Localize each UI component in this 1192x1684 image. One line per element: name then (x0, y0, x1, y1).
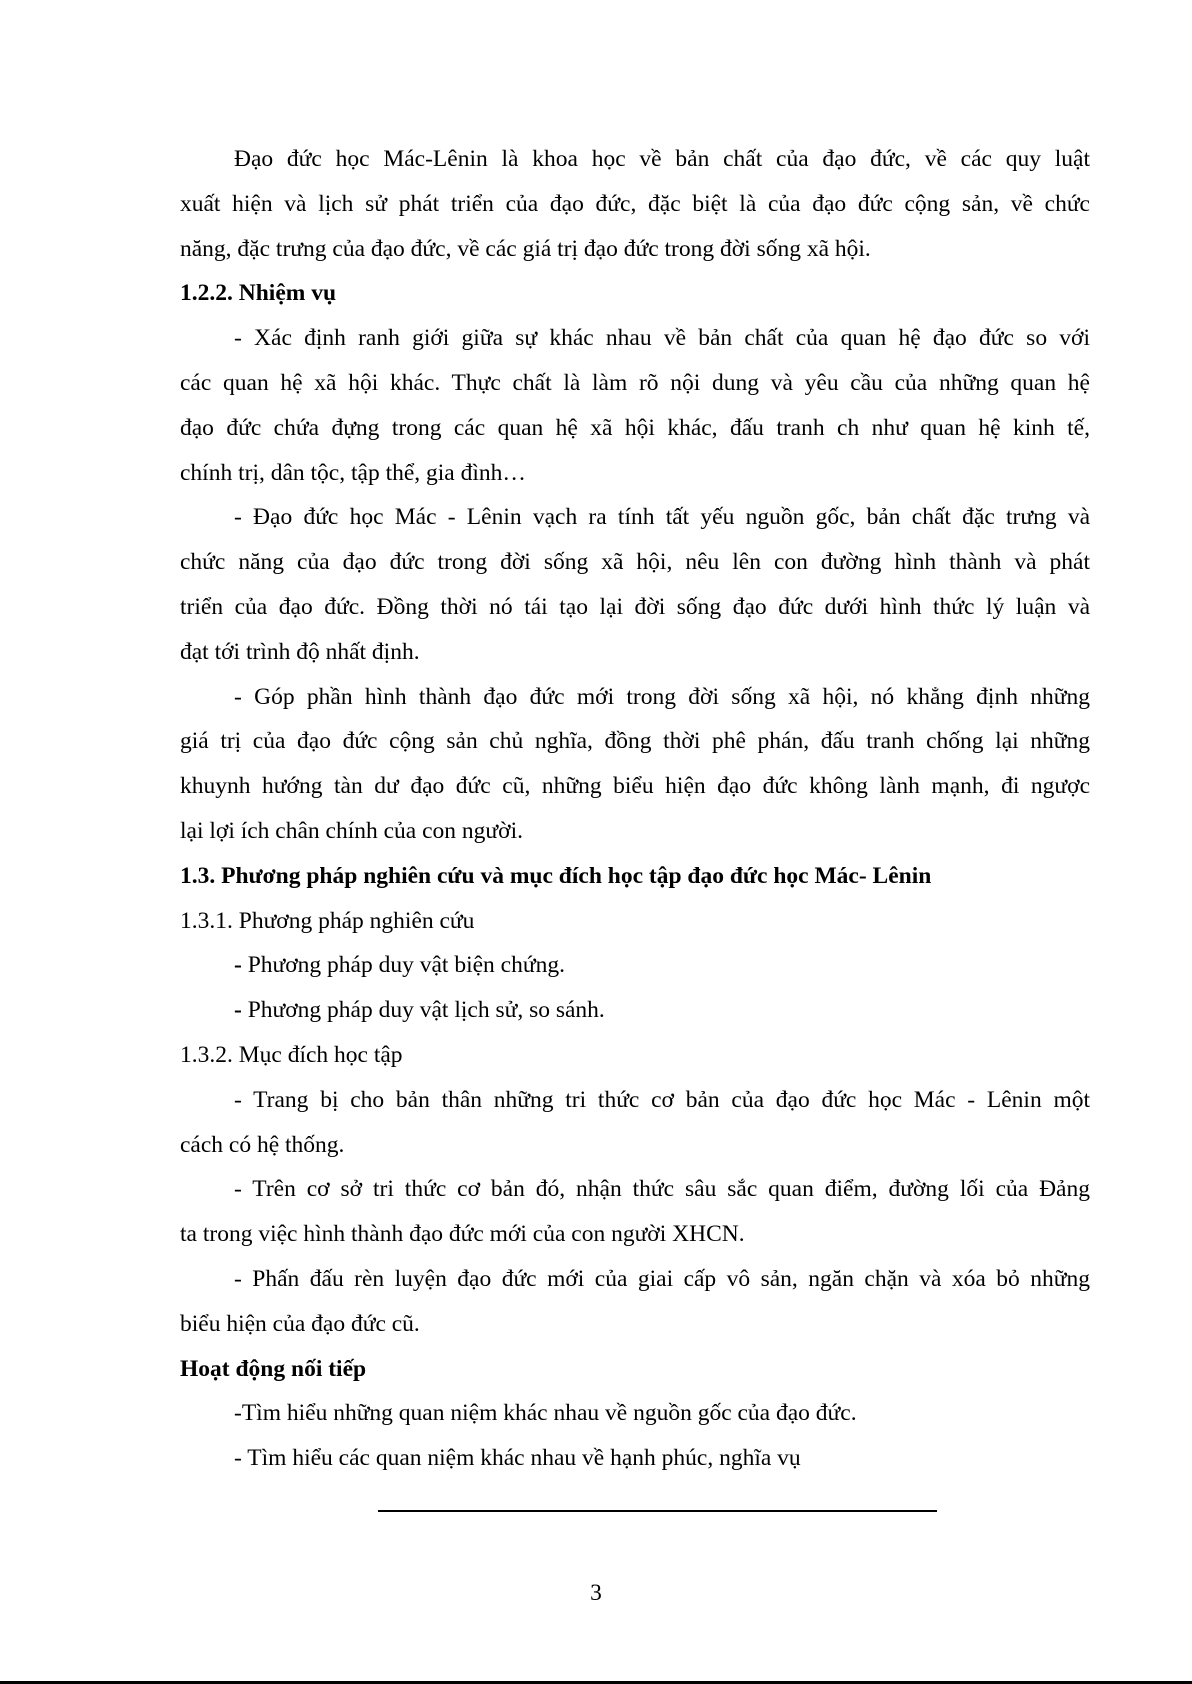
text-line: biểu hiện của đạo đức cũ. (180, 1310, 420, 1337)
text-line: đạo đức chứa đựng trong các quan hệ xã hội khác, đấu tranh ch như quan hệ kinh tế, (180, 414, 1090, 441)
text-line (180, 943, 1090, 988)
text-line: các quan hệ xã hội khác. Thực chất là làm rõ nội dung và yêu cầu của những quan hệ (180, 369, 1090, 396)
paragraph (180, 316, 1090, 495)
text-line: năng, đặc trưng của đạo đức, về các giá trị đạo đức trong đời sống xã hội. (180, 235, 871, 262)
text-line (180, 988, 1090, 1033)
paragraph (180, 1078, 1090, 1168)
paragraph (180, 137, 1090, 271)
text-line: - Đạo đức học Mác - Lênin vạch ra tính tất yếu nguồn gốc, bản chất đặc trưng và (234, 504, 1090, 531)
text-line: đạt tới trình độ nhất định. (180, 638, 420, 665)
text-line: 1.3.2. Mục đích học tập (180, 1041, 403, 1068)
text-line: lại lợi ích chân chính của con người. (180, 817, 523, 844)
bullet-text: Phương pháp duy vật biện chứng. (247, 952, 565, 979)
text-line: - Trang bị cho bản thân những tri thức cơ bản của đạo đức học Mác - Lênin một (234, 1086, 1090, 1113)
text-line: triển của đạo đức. Đồng thời nó tái tạo lại đời sống đạo đức dưới hình thức lý luận và (180, 593, 1090, 620)
text-line: Hoạt động nối tiếp (180, 1355, 367, 1382)
document-body (180, 137, 1090, 1481)
paragraph (180, 495, 1090, 674)
page-number: 3 (590, 1580, 602, 1606)
text-line: 1.2.2. Nhiệm vụ (180, 280, 337, 307)
bullet-dash: - (234, 952, 242, 979)
text-line: - Tìm hiểu các quan niệm khác nhau về hạnh phúc, nghĩa vụ (234, 1445, 801, 1472)
paragraph (180, 1391, 1090, 1436)
text-line: khuynh hướng tàn dư đạo đức cũ, những biểu hiện đạo đức không lành mạnh, đi ngược (180, 773, 1090, 800)
paragraph (180, 899, 1090, 944)
text-line: cách có hệ thống. (180, 1131, 345, 1158)
text-line: 1.3. Phương pháp nghiên cứu và mục đích học tập đạo đức học Mác- Lênin (180, 862, 932, 889)
paragraph (180, 1257, 1090, 1347)
bullet-item (180, 988, 1090, 1033)
section-heading (180, 1347, 1090, 1392)
text-line: xuất hiện và lịch sử phát triển của đạo đức, đặc biệt là của đạo đức cộng sản, về chức (180, 190, 1090, 217)
section-heading (180, 271, 1090, 316)
text-line: - Phấn đấu rèn luyện đạo đức mới của giai cấp vô sản, ngăn chặn và xóa bỏ những (234, 1265, 1090, 1292)
section-heading (180, 854, 1090, 899)
footnote-separator (378, 1510, 937, 1512)
text-line: chính trị, dân tộc, tập thể, gia đình… (180, 459, 526, 486)
paragraph (180, 1167, 1090, 1257)
text-line: - Trên cơ sở tri thức cơ bản đó, nhận thức sâu sắc quan điểm, đường lối của Đảng (234, 1176, 1090, 1203)
text-line: - Xác định ranh giới giữa sự khác nhau về bản chất của quan hệ đạo đức so với (234, 325, 1090, 352)
text-line: chức năng của đạo đức trong đời sống xã hội, nêu lên con đường hình thành và phát (180, 549, 1090, 576)
text-line: giá trị của đạo đức cộng sản chủ nghĩa, đồng thời phê phán, đấu tranh chống lại những (180, 728, 1090, 755)
text-line: ta trong việc hình thành đạo đức mới của con người XHCN. (180, 1221, 745, 1248)
paragraph (180, 1436, 1090, 1481)
text-line: -Tìm hiểu những quan niệm khác nhau về nguồn gốc của đạo đức. (234, 1400, 857, 1427)
text-line: - Góp phần hình thành đạo đức mới trong đời sống xã hội, nó khẳng định những (234, 683, 1090, 710)
text-line: 1.3.1. Phương pháp nghiên cứu (180, 907, 475, 934)
bullet-text: Phương pháp duy vật lịch sử, so sánh. (247, 997, 605, 1024)
paragraph (180, 675, 1090, 854)
text-line: Đạo đức học Mác-Lênin là khoa học về bản chất của đạo đức, về các quy luật (234, 146, 1090, 172)
paragraph (180, 1033, 1090, 1078)
bullet-item (180, 943, 1090, 988)
bullet-dash: - (234, 997, 242, 1024)
